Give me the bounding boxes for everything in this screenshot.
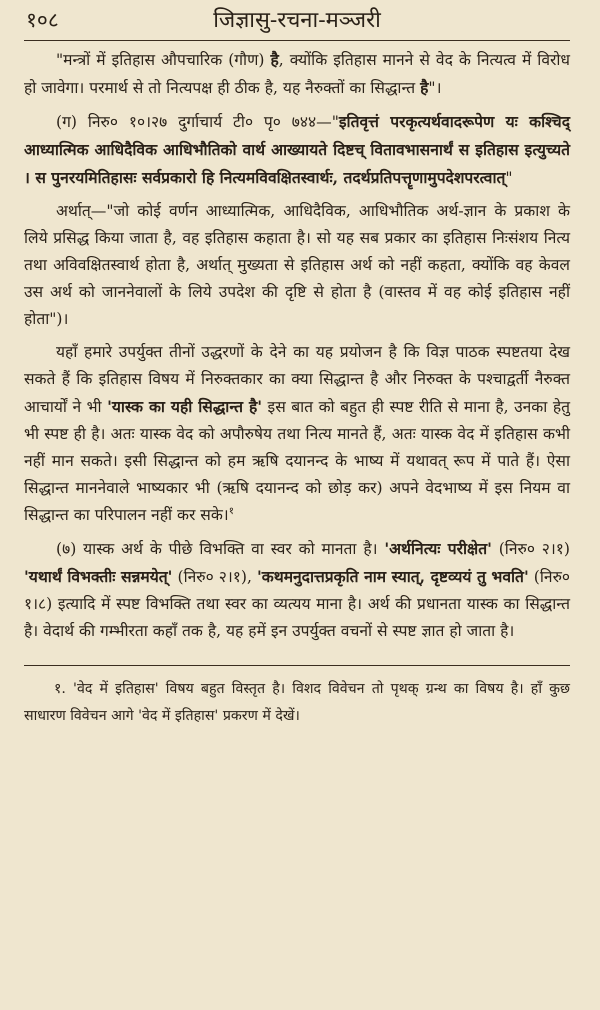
paragraph: [24, 535, 570, 645]
page-header: [24, 0, 570, 44]
text-run: (७) यास्क अर्थ के पीछे विभक्ति वा स्वर को मानता है।: [56, 540, 385, 558]
page-number: १०८: [26, 8, 59, 32]
text-run: ": [505, 169, 513, 187]
paragraph: [24, 339, 570, 529]
running-title: जिज्ञासु-रचना-मञ्जरी: [213, 8, 381, 33]
text-run: अर्थात्—"जो कोई वर्णन आध्यात्मिक, आधिदैविक, आधिभौतिक अर्थ-ज्ञान के प्रकाश के लिये प्रसिद्ध किया जाता है, वह इतिहास कहाता है। सो यह सब प्रकार का इतिहास निःसंशय नित्य तथा अविवक्षितस्वार्थ होता है, अर्थात् मुख्यता से इतिहास अर्थ को नहीं कहता, क्योंकि वह केवल उस अर्थ को जाननेवालों के लिये उपदेश की दृष्टि से होता है (वास्तव में वह कोई इतिहास नहीं होता")।: [24, 202, 570, 328]
footnote-rule: [24, 665, 570, 666]
text-run: , क्योंकि इतिहास मानने से वेद के नित्यत्व में विरोध हो जावेगा। परमार्थ से तो नित्यपक्ष ही ठीक है, यह नैरुक्तों का सिद्धान्त: [24, 51, 571, 97]
bold-text: 'कथमनुदात्तप्रकृति नाम स्यात्, दृष्टव्ययं तु भवति': [256, 567, 529, 586]
text-run: इस बात को बहुत ही स्पष्ट रीति से माना है, उनका हेतु भी स्पष्ट ही है। अतः यास्क वेद को अपौरुषेय तथा नित्य मानते हैं, अतः यास्क वेद में इतिहास कभी नहीं मान सकते। इसी सिद्धान्त को हम ऋषि दयानन्द के भाष्य में यथावत् रूप में पाते हैं। ऐसा सिद्धान्त माननेवाले भाष्यकार भी (ऋषि दयानन्द को छोड़ कर) अपने वेदभाष्य में इस नियम वा सिद्धान्त का परिपालन नहीं कर सके।: [24, 398, 570, 524]
paragraph: [24, 46, 570, 102]
text-run: (निरु० २।१),: [172, 568, 257, 586]
paragraph: [24, 198, 570, 333]
bold-text: है: [270, 50, 279, 69]
bold-text: 'अर्थनित्यः परीक्षेत': [384, 539, 492, 558]
text-run: "मन्त्रों में इतिहास औपचारिक (गौण): [56, 51, 271, 69]
bold-text: 'यास्क का यही सिद्धान्त है': [107, 397, 263, 416]
text-run: (निरु० २।१): [491, 540, 570, 558]
bold-text: इतिवृत्तं परकृत्यर्थवादरूपेण यः कश्चिद् आध्यात्मिक आधिदैविक आधिभौतिको वार्थ आख्यायते दिष्टच् वितावभासनार्थं स इतिहास इत्युच्यते । स पुनरयमितिहासः सर्वप्रकारो हि नित्यमविवक्षितस्वार्थः, तदर्थप्रतिपत्तॄणामुपदेशपरत्वात्: [24, 112, 570, 187]
footnote: १. 'वेद में इतिहास' विषय बहुत विस्तृत है। विशद विवेचन तो पृथक् ग्रन्थ का विषय है। हाँ कुछ साधारण विवेचन आगे 'वेद में इतिहास' प्रकरण में देखें।: [24, 681, 570, 724]
footnote-marker: १: [228, 505, 234, 517]
bold-text: 'यथार्थं विभक्तीः सन्नमयेत्': [24, 567, 173, 586]
text-run: "।: [428, 79, 442, 97]
text-run: (निरु० १।८) इत्यादि में स्पष्ट विभक्ति तथा स्वर का व्यत्यय माना है। अर्थ की प्रधानता यास्क का सिद्धान्त है। वेदार्थ की गम्भीरता कहाँ तक है, यह हमें इन उपर्युक्त वचनों से स्पष्ट ज्ञात हो जाता है।: [24, 568, 571, 640]
header-rule: [24, 40, 570, 41]
paragraph: [24, 108, 570, 192]
bold-text: है: [420, 78, 429, 97]
body-text: [24, 46, 570, 645]
text-run: (ग) निरु० १०।२७ दुर्गाचार्य टी० पृ० ७४४—": [56, 113, 339, 131]
text-run: यहाँ हमारे उपर्युक्त तीनों उद्धरणों के देने का यह प्रयोजन है कि विज्ञ पाठक स्पष्टतया देख सकते हैं कि इतिहास विषय में निरुक्तकार का क्या सिद्धान्त है और निरुक्त के पश्चाद्वर्ती नैरुक्त आचार्यों ने भी: [24, 343, 570, 416]
